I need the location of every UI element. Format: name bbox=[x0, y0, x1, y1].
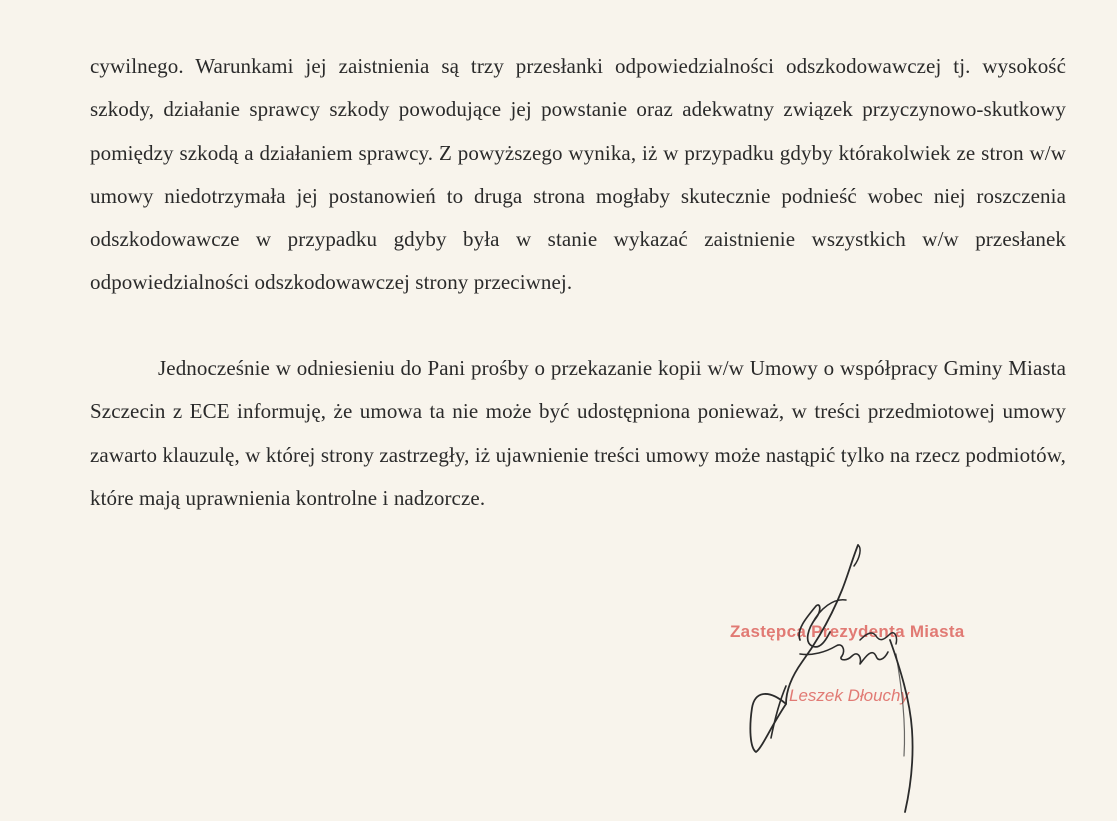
body-paragraph-1: cywilnego. Warunkami jej zaistnienia są trzy przesłanki odpowiedzialności odszkodowawczej tj. wysokość szkody, działanie sprawcy szkody powodujące jej powstanie oraz adekwatny związek przyczynowo-skutkowy pomiędzy szkodą a działaniem sprawcy. Z powyższego wynika, iż w przypadku gdyby którakolwiek ze stron w/w umowy niedotrzymała jej postanowień to druga strona mogłaby skutecznie podnieść wobec niej roszczenia odszkodowawcze w przypadku gdyby była w stanie wykazać zaistnienie wszystkich w/w przesłanek odpowiedzialności odszkodowawczej strony przeciwnej. bbox=[90, 54, 1066, 295]
official-stamp-name: Leszek Dłouchy bbox=[789, 686, 910, 705]
official-stamp-title: Zastępca Prezydenta Miasta bbox=[730, 622, 965, 641]
body-paragraph-2: Jednocześnie w odniesieniu do Pani prośby o przekazanie kopii w/w Umowy o współpracy Gminy Miasta Szczecin z ECE informuję, że umowa ta nie może być udostępniona ponieważ, w treści przedmiotowej umowy zawarto klauzulę, w której strony zastrzegły, iż ujawnienie treści umowy może nastąpić tylko na rzecz podmiotów, które mają uprawnienia kontrolne i nadzorcze. bbox=[90, 356, 1066, 510]
